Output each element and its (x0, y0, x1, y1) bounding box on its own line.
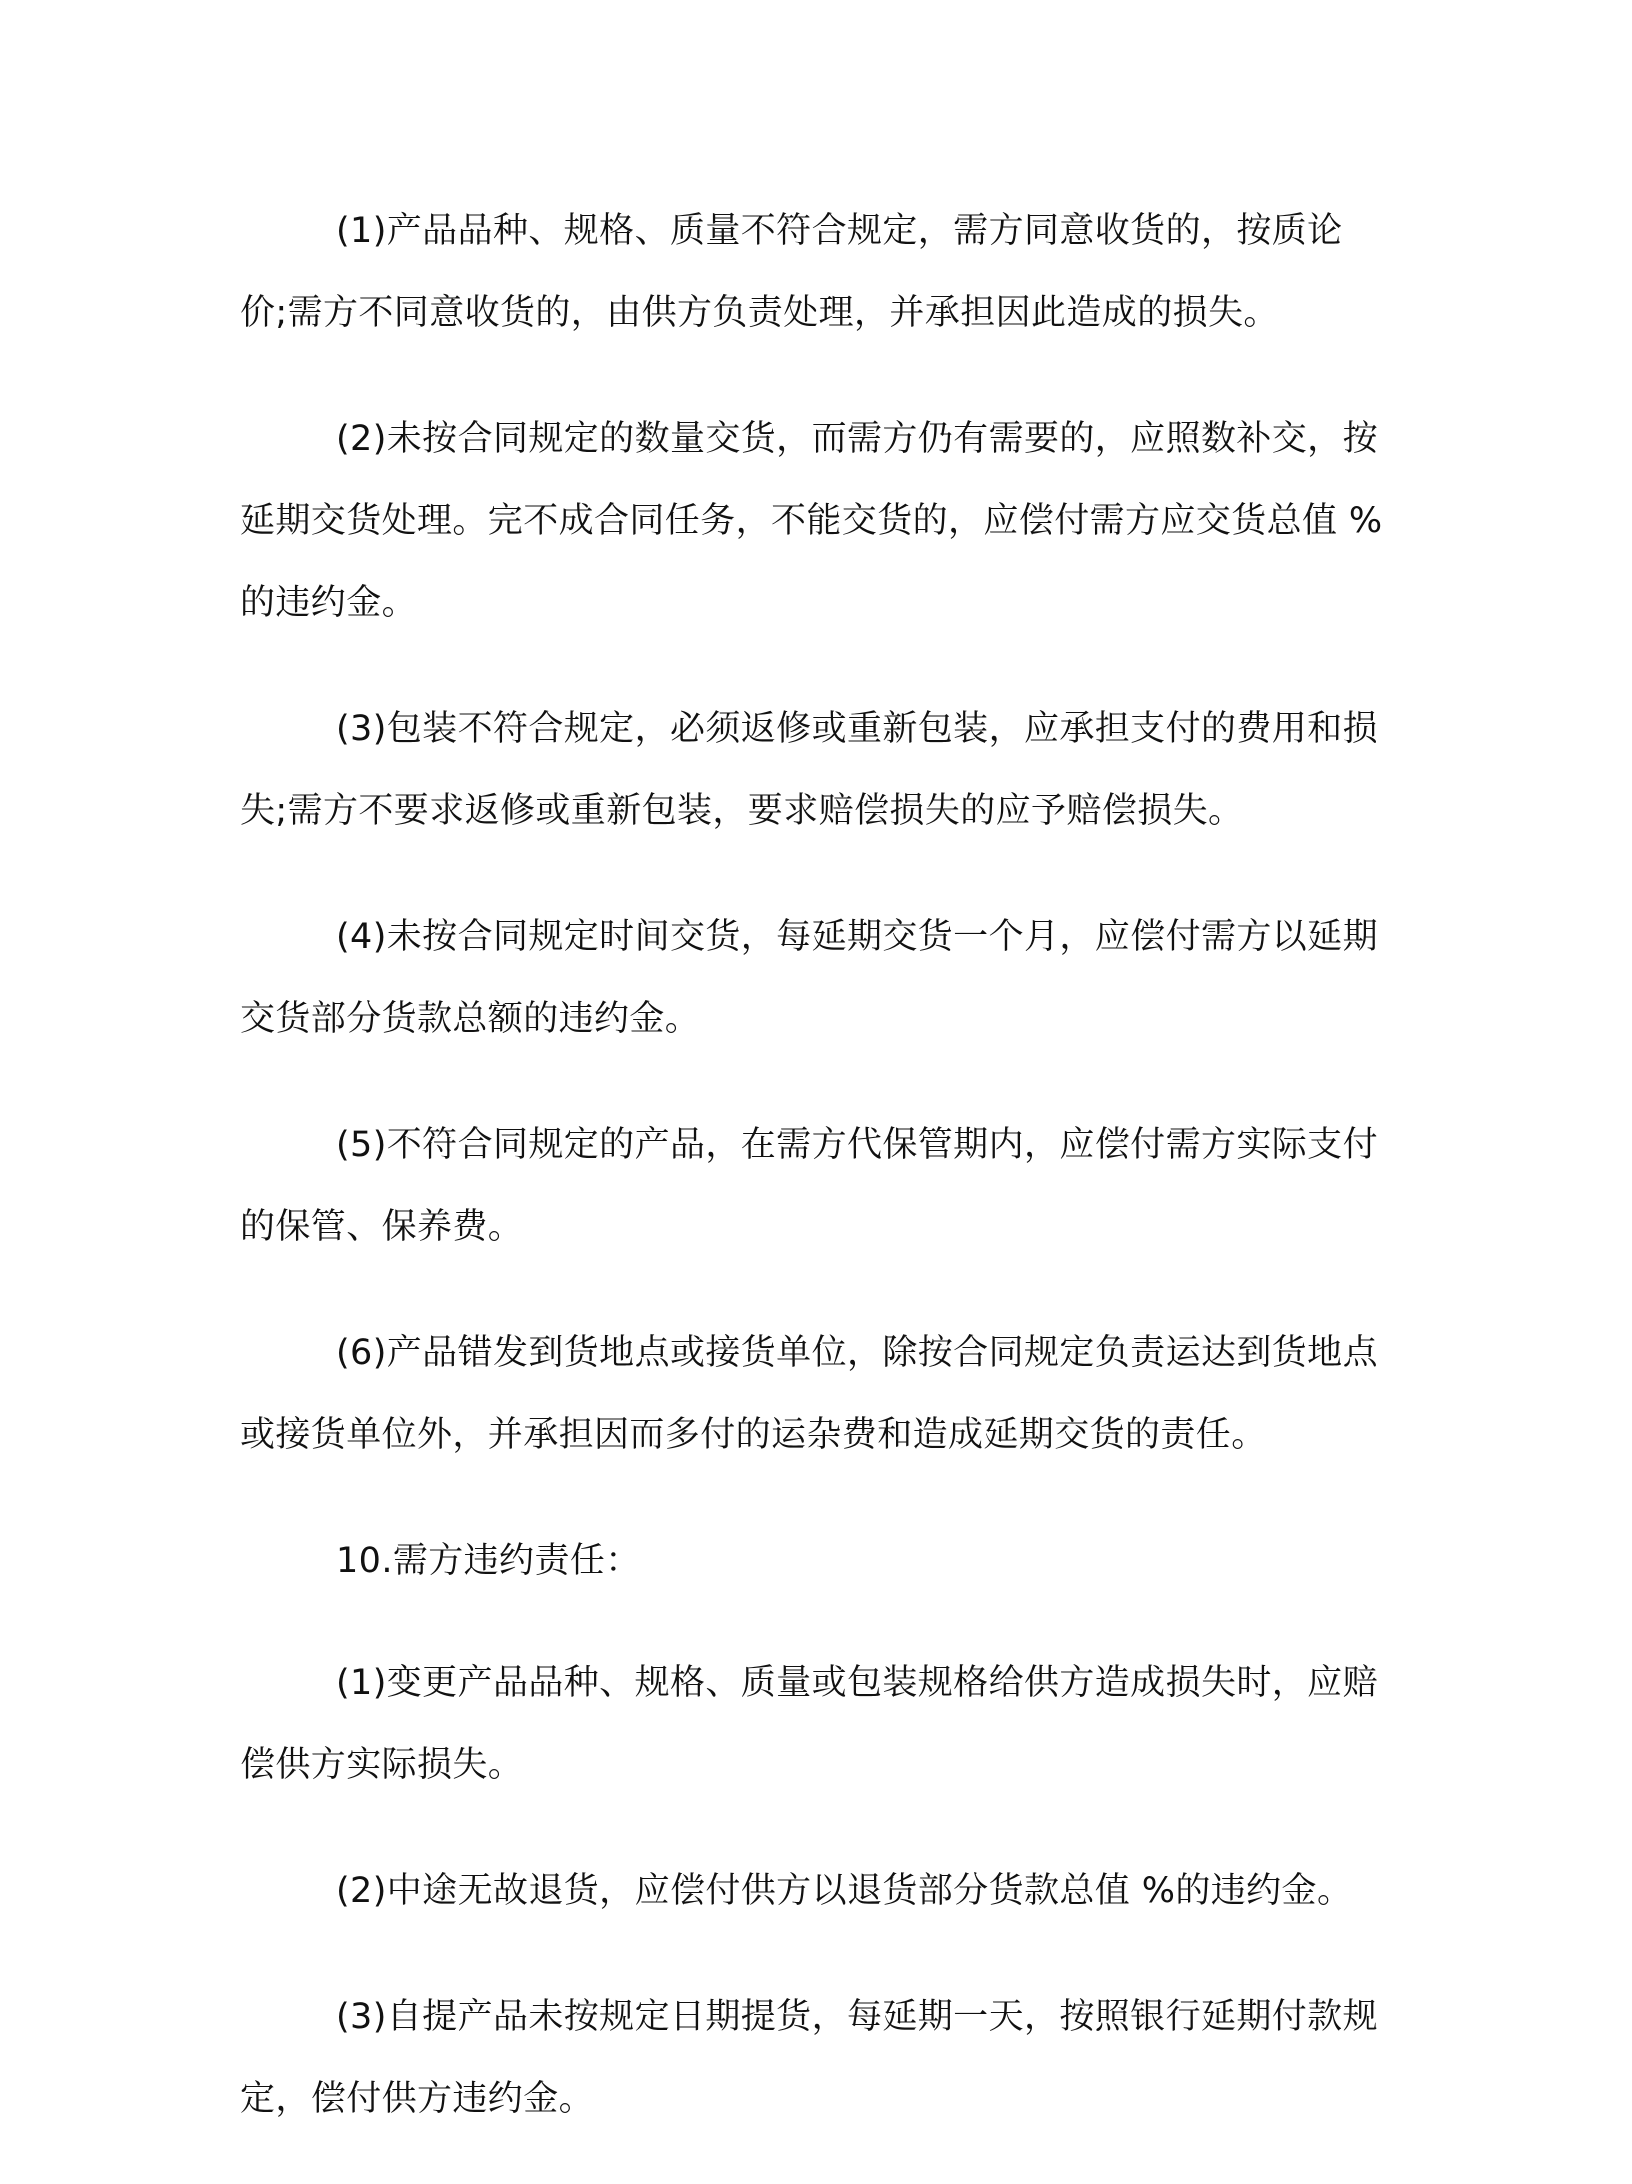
document-body (240, 190, 1390, 2184)
clause-buyer-3: (3)自提产品未按规定日期提货，每延期一天，按照银行延期付款规定，偿付供方违约金。 (240, 1997, 1378, 2119)
clause-buyer-1: (1)变更产品品种、规格、质量或包装规格给供方造成损失时，应赔偿供方实际损失。 (240, 1663, 1378, 1785)
clause-supplier-6: (6)产品错发到货地点或接货单位，除按合同规定负责运达到货地点或接货单位外，并承担因而多付的运杂费和造成延期交货的责任。 (240, 1333, 1378, 1455)
clause-supplier-2: (2)未按合同规定的数量交货，而需方仍有需要的，应照数补交，按延期交货处理。完不成合同任务，不能交货的，应偿付需方应交货总值 %的违约金。 (240, 419, 1383, 623)
clause-supplier-1: (1)产品品种、规格、质量不符合规定，需方同意收货的，按质论价;需方不同意收货的，由供方负责处理，并承担因此造成的损失。 (240, 211, 1343, 333)
clause-buyer-2: (2)中途无故退货，应偿付供方以退货部分货款总值 %的违约金。 (336, 1871, 1353, 1911)
section-heading-buyer-liability: 10.需方违约责任： (336, 1541, 641, 1581)
clause-supplier-5: (5)不符合同规定的产品，在需方代保管期内，应偿付需方实际支付的保管、保养费。 (240, 1125, 1378, 1247)
clause-supplier-3: (3)包装不符合规定，必须返修或重新包装，应承担支付的费用和损失;需方不要求返修或重新包装，要求赔偿损失的应予赔偿损失。 (240, 709, 1378, 831)
clause-supplier-4: (4)未按合同规定时间交货，每延期交货一个月，应偿付需方以延期交货部分货款总额的违约金。 (240, 917, 1378, 1039)
